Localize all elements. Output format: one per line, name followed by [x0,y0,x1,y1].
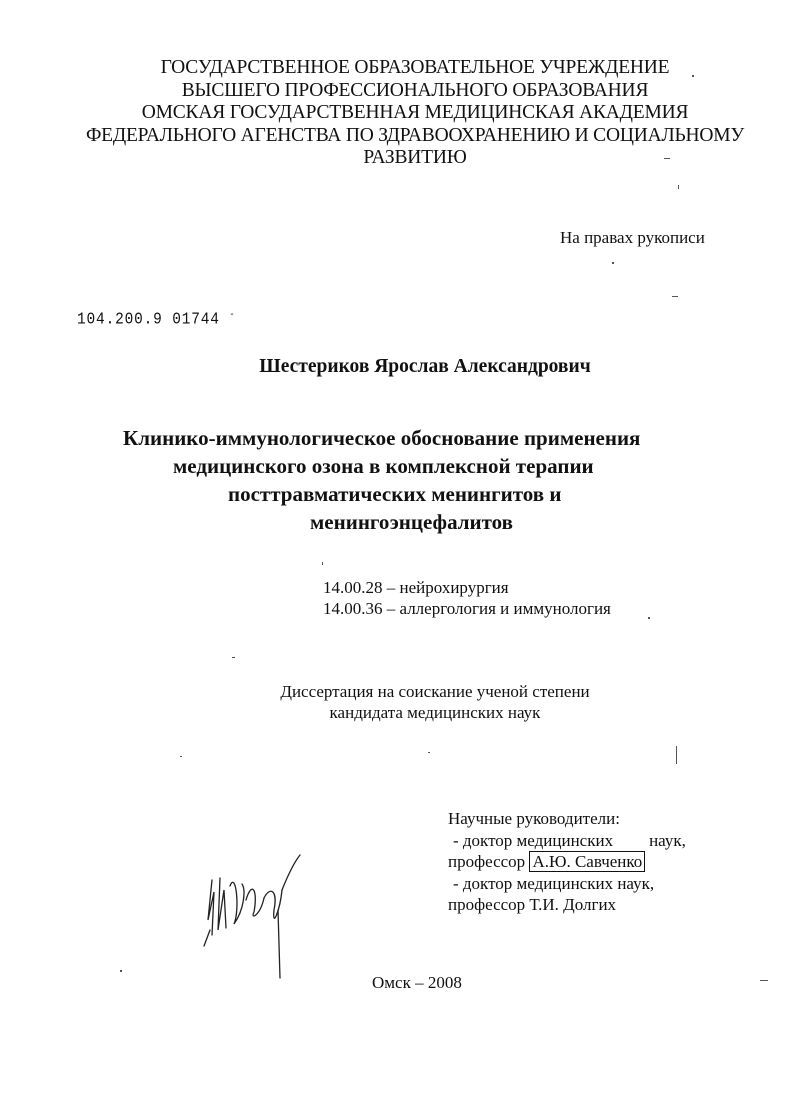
scan-speck [322,562,323,565]
advisor-1-name: А.Ю. Савченко [529,851,645,872]
specialty-item: 14.00.36 – аллергология и иммунология [323,599,611,618]
scan-speck [428,752,430,753]
registration-number-mark: - [229,310,236,321]
manuscript-rights-note: На правах рукописи [560,228,705,247]
author-name: Шестериков Ярослав Александрович [259,356,591,377]
specialty-item: 14.00.28 – нейрохирургия [323,578,509,597]
scan-speck [760,980,768,981]
header-line: ВЫСШЕГО ПРОФЕССИОНАЛЬНОГО ОБРАЗОВАНИЯ [181,79,649,101]
advisor-1-degree-b: наук, [649,830,686,850]
advisor-1-rank-name [448,851,686,873]
title-line: посттравматических менингитов и [228,482,562,506]
degree-line: кандидата медицинских наук [329,703,541,722]
scan-speck [648,617,650,619]
advisor-1-rank: профессор [448,852,526,871]
scan-speck [664,158,670,159]
city-year: Омск – 2008 [372,973,462,992]
scan-speck [672,296,678,297]
header-line: ОМСКАЯ ГОСУДАРСТВЕННАЯ МЕДИЦИНСКАЯ АКАДЕМИЯ [141,102,689,123]
title-line: менингоэнцефалитов [310,510,513,534]
header-line: ФЕДЕРАЛЬНОГО АГЕНСТВА ПО ЗДРАВООХРАНЕНИЮ И СОЦИАЛЬНОМУ [85,124,745,146]
specialty-codes [323,577,611,619]
scan-speck [232,657,235,658]
degree-line: Диссертация на соискание ученой степени [280,682,590,701]
handwritten-signature [200,850,320,995]
header-line: ГОСУДАРСТВЕННОЕ ОБРАЗОВАТЕЛЬНОЕ УЧРЕЖДЕНИЕ [160,57,670,78]
scan-speck [676,746,677,764]
scientific-advisors [448,808,686,916]
signature-icon [200,850,320,990]
scan-speck [678,185,679,189]
scan-speck [180,756,182,757]
advisor-1-degree-a: - доктор медицинских [453,830,614,850]
advisors-heading: Научные руководители: [448,809,620,828]
advisor-2-degree: - доктор медицинских наук, [453,873,655,893]
advisor-1-degree [448,830,686,852]
advisor-2-rank-name: профессор Т.И. Долгих [448,895,617,914]
scan-speck [612,262,614,264]
degree-statement [0,681,797,723]
scan-speck [120,970,122,972]
registration-number-text: 104.200.9 01744 [77,310,220,330]
scan-speck [692,75,694,77]
title-line: медицинского озона в комплексной терапии [173,454,594,478]
header-line: РАЗВИТИЮ [363,147,467,168]
title-line: Клинико-иммунологическое обоснование применения [123,426,641,450]
dissertation-title [80,424,780,536]
institution-header [40,57,790,170]
registration-number [77,310,235,330]
